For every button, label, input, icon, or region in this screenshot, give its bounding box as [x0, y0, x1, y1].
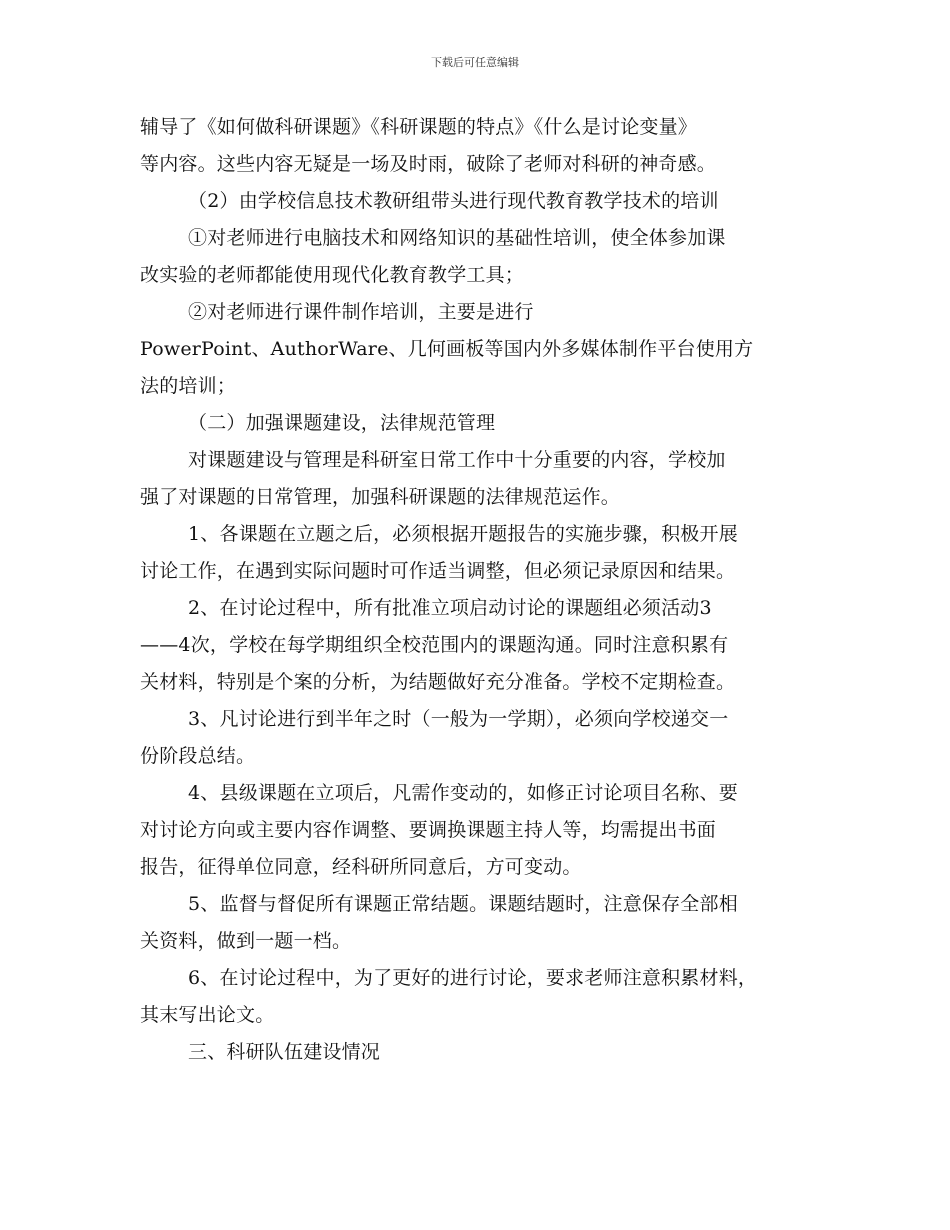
- text-line: 辅导了《如何做科研课题》《科研课题的特点》《什么是讨论变量》: [140, 116, 698, 138]
- text-line: 报告，征得单位同意，经科研所同意后，方可变动。: [140, 856, 582, 878]
- text-line: 对课题建设与管理是科研室日常工作中十分重要的内容，学校加: [188, 449, 726, 471]
- text-line: ②对老师进行课件制作培训，主要是进行: [188, 301, 534, 323]
- text-line: 6、在讨论过程中，为了更好的进行讨论，要求老师注意积累材料，: [188, 967, 758, 989]
- text-line: （二）加强课题建设，法律规范管理: [188, 412, 496, 434]
- text-line: ①对老师进行电脑技术和网络知识的基础性培训，使全体参加课: [188, 227, 726, 249]
- text-line: 法的培训；: [140, 375, 237, 397]
- text-line: 改实验的老师都能使用现代化教育教学工具；: [140, 264, 525, 286]
- text-line: 1、各课题在立题之后，必须根据开题报告的实施步骤，积极开展: [188, 523, 738, 545]
- text-line: 等内容。这些内容无疑是一场及时雨，破除了老师对科研的神奇感。: [140, 153, 717, 175]
- text-line: 关资料，做到一题一档。: [140, 930, 352, 952]
- text-line: 关材料，特别是个案的分析，为结题做好充分准备。学校不定期检查。: [140, 671, 736, 693]
- text-line: 5、监督与督促所有课题正常结题。课题结题时，注意保存全部相: [188, 893, 738, 915]
- text-line: 2、在讨论过程中，所有批准立项启动讨论的课题组必须活动3: [188, 597, 712, 619]
- text-line: 三、科研队伍建设情况: [188, 1041, 381, 1063]
- text-line: 份阶段总结。: [140, 745, 256, 767]
- text-line: PowerPoint、AuthorWare、几何画板等国内外多媒体制作平台使用方: [140, 338, 754, 360]
- document-body: [140, 109, 820, 1071]
- text-line: 强了对课题的日常管理，加强科研课题的法律规范运作。: [140, 486, 621, 508]
- text-line: 讨论工作，在遇到实际问题时可作适当调整，但必须记录原因和结果。: [140, 560, 736, 582]
- text-line: 其末写出论文。: [140, 1004, 275, 1026]
- text-line: 对讨论方向或主要内容作调整、要调换课题主持人等，均需提出书面: [140, 819, 717, 841]
- page-header: 下载后可任意编辑: [431, 56, 519, 69]
- text-line: 3、凡讨论进行到半年之时（一般为一学期），必须向学校递交一: [188, 708, 729, 730]
- text-line: ——4次，学校在每学期组织全校范围内的课题沟通。同时注意积累有: [140, 634, 729, 656]
- text-line: （2）由学校信息技术教研组带头进行现代教育教学技术的培训: [188, 190, 719, 212]
- text-line: 4、县级课题在立项后，凡需作变动的，如修正讨论项目名称、要: [188, 782, 738, 804]
